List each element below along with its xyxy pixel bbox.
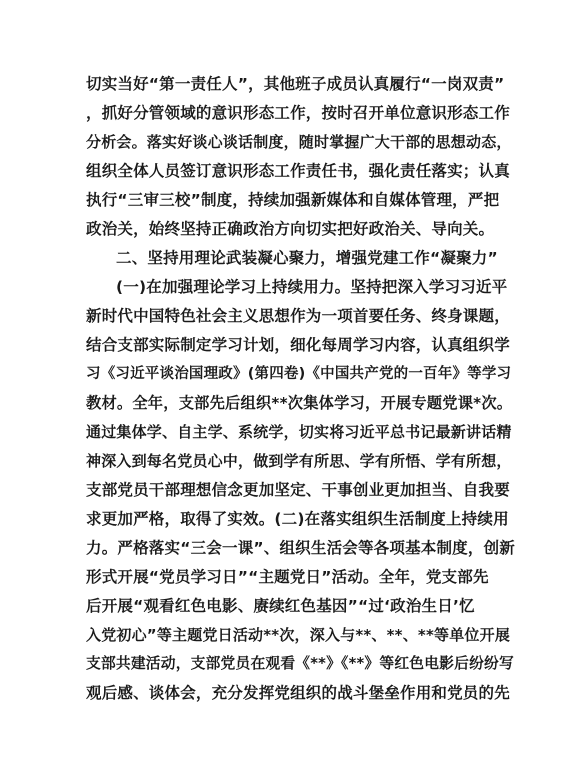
text-line-6: 政治关，始终坚持正确政治方向切实把好政治关、导向关。 <box>86 220 495 238</box>
text-line-4: 组织全体人员签订意识形态工作责任书，强化责任落实；认真 <box>86 162 510 180</box>
text-line-21: 支部共建活动，支部党员在观看《**》《**》等红色电影后纷纷写 <box>86 655 514 672</box>
text-line-1: 切实当好“第一责任人”，其他班子成员认真履行“一岗双责” <box>86 75 505 93</box>
text-line-13: 通过集体学、自主学、系统学，切实将习近平总书记最新讲话精 <box>86 423 512 441</box>
text-line-5: 执行“三审三校”制度，持续加强新媒体和自媒体管理，严把 <box>86 191 500 209</box>
text-line-17: 力。严格落实“三会一课”、组织生活会等各项基本制度，创新 <box>86 539 515 557</box>
text-line-18: 形式开展“党员学习日”“主题党日”活动。全年，党支部先 <box>86 568 489 586</box>
text-line-19: 后开展“观看红色电影、赓续红色基因”“过‘政治生日’忆 <box>86 597 475 615</box>
text-line-3: 分析会。落实好谈心谈话制度，随时掌握广大干部的思想动态， <box>86 133 512 151</box>
text-line-9: 新时代中国特色社会主义思想作为一项首要任务、终身课题， <box>86 307 510 325</box>
text-line-10: 结合支部实际制定学习计划，细化每周学习内容，认真组织学 <box>86 336 510 354</box>
text-line-14: 神深入到每名党员心中，做到学有所思、学有所悟、学有所想， <box>86 452 512 470</box>
text-line-20: 入党初心”等主题党日活动**次，深入与**、**、**等单位开展 <box>86 626 511 644</box>
text-line-16: 求更加严格，取得了实效。(二)在落实组织生活制度上持续用 <box>86 510 509 528</box>
text-line-22: 观后感、谈体会，充分发挥党组织的战斗堡垒作用和党员的先 <box>86 684 510 702</box>
text-line-2: ，抓好分管领域的意识形态工作，按时召开单位意识形态工作 <box>86 104 510 122</box>
text-line-15: 支部党员干部理想信念更加坚定、干事创业更加担当、自我要 <box>86 481 510 499</box>
text-line-8: (一)在加强理论学习上持续用力。坚持把深入学习习近平 <box>116 278 508 296</box>
text-line-12: 教材。全年，支部先后组织**次集体学习，开展专题党课*次。 <box>86 394 513 412</box>
section-heading: 二、坚持用理论武装凝心聚力，增强党建工作“凝聚力” <box>116 249 498 267</box>
text-line-11: 习《习近平谈治国理政》(第四卷)《中国共产党的一百年》等学习 <box>86 366 512 382</box>
